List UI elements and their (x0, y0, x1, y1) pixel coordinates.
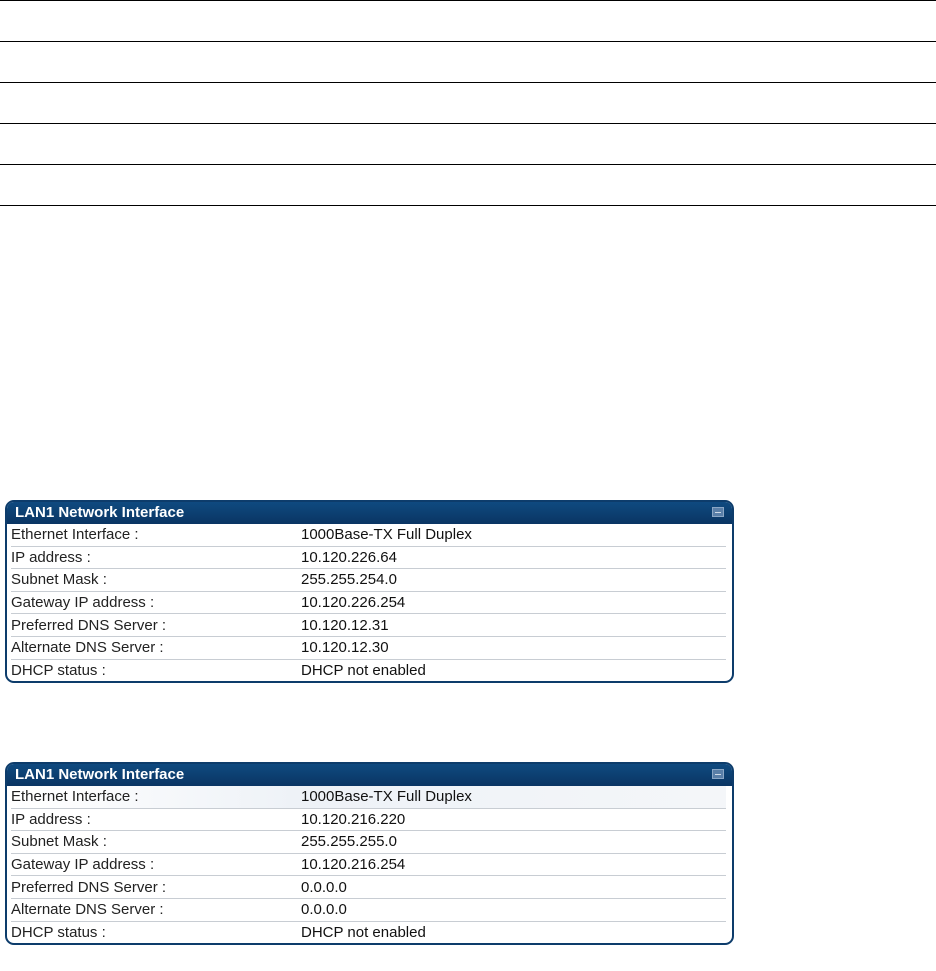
row-ethernet-interface (11, 786, 726, 809)
row-preferred-dns-server (11, 876, 726, 899)
panel-title: LAN1 Network Interface (15, 766, 185, 783)
row-ip-address (11, 547, 726, 570)
row-ethernet-interface (11, 524, 726, 547)
table-rule (0, 41, 936, 42)
row-value: 0.0.0.0 (301, 878, 347, 896)
row-label: Ethernet Interface : (11, 788, 139, 806)
row-value: 10.120.12.30 (301, 639, 389, 657)
panel-header (7, 764, 732, 786)
row-preferred-dns-server (11, 614, 726, 637)
lan1-network-interface-panel-1 (5, 500, 734, 683)
row-label: IP address : (11, 810, 91, 828)
row-label: DHCP status : (11, 923, 106, 941)
row-subnet-mask (11, 569, 726, 592)
row-label: Preferred DNS Server : (11, 616, 167, 634)
row-label: Preferred DNS Server : (11, 878, 167, 896)
row-ip-address (11, 809, 726, 832)
row-subnet-mask (11, 831, 726, 854)
table-rule (0, 0, 936, 1)
table-rule (0, 164, 936, 165)
row-label: DHCP status : (11, 661, 106, 679)
panel-title: LAN1 Network Interface (15, 504, 185, 521)
row-value: 10.120.12.31 (301, 616, 389, 634)
row-value: 10.120.216.220 (301, 810, 406, 828)
minimize-icon[interactable] (712, 507, 724, 517)
row-label: Gateway IP address : (11, 856, 155, 874)
row-label: Ethernet Interface : (11, 526, 139, 544)
minimize-icon[interactable] (712, 769, 724, 779)
row-label: Alternate DNS Server : (11, 901, 164, 919)
table-rule (0, 205, 936, 206)
lan1-network-interface-panel-2 (5, 762, 734, 945)
row-gateway-ip-address (11, 854, 726, 877)
table-rule (0, 123, 936, 124)
row-gateway-ip-address (11, 592, 726, 615)
panel-rows (7, 524, 732, 681)
row-alternate-dns-server (11, 637, 726, 660)
row-value: DHCP not enabled (301, 923, 426, 941)
row-dhcp-status (11, 660, 726, 682)
row-label: Subnet Mask : (11, 833, 107, 851)
row-dhcp-status (11, 922, 726, 944)
row-value: 255.255.254.0 (301, 571, 397, 589)
panel-rows (7, 786, 732, 943)
row-value: 0.0.0.0 (301, 901, 347, 919)
row-value: 255.255.255.0 (301, 833, 397, 851)
row-alternate-dns-server (11, 899, 726, 922)
row-label: Alternate DNS Server : (11, 639, 164, 657)
row-value: 1000Base-TX Full Duplex (301, 526, 472, 544)
panel-header (7, 502, 732, 524)
table-rule (0, 82, 936, 83)
row-label: Subnet Mask : (11, 571, 107, 589)
row-value: 10.120.226.254 (301, 594, 406, 612)
row-value: 1000Base-TX Full Duplex (301, 788, 472, 806)
row-value: 10.120.226.64 (301, 548, 397, 566)
row-label: IP address : (11, 548, 91, 566)
row-label: Gateway IP address : (11, 594, 155, 612)
row-value: DHCP not enabled (301, 661, 426, 679)
row-value: 10.120.216.254 (301, 856, 406, 874)
